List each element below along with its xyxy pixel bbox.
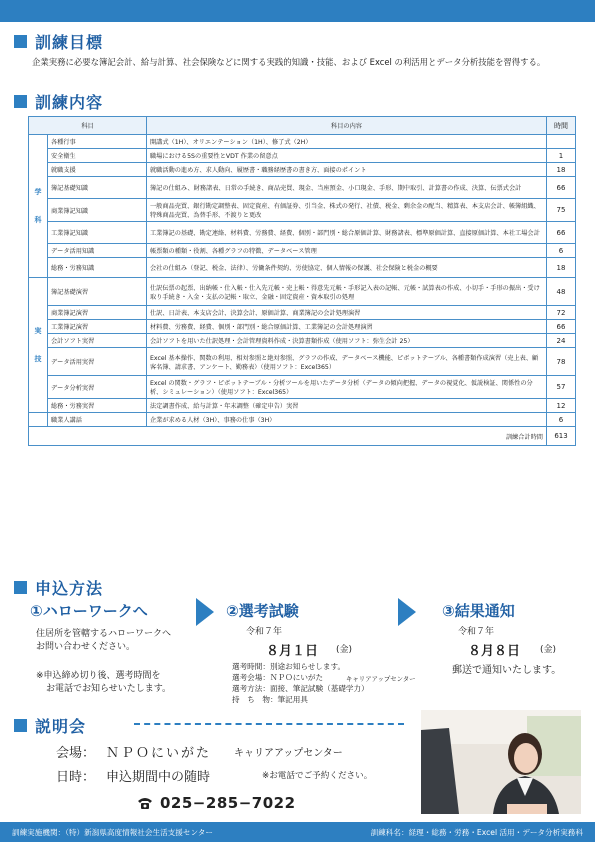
total-row <box>29 427 576 446</box>
content-cell: 職場における5Sの重要性とVDT 作業の留意点 <box>147 149 547 163</box>
table-row <box>29 244 576 258</box>
step1-note2: お電話でお知らせいたします。 <box>46 684 172 694</box>
hours-cell: 18 <box>547 163 576 177</box>
venue-sub: キャリアアップセンター <box>234 748 343 759</box>
subject-cell: 各種行事 <box>48 135 147 149</box>
group-gakka: 学 科 <box>29 135 48 278</box>
goal-text: 企業実務に必要な簿記会計、給与計算、社会保険などに関する実践的知識・技能、および Excel の利活用とデータ分析技能を習得する。 <box>32 57 546 67</box>
subject-cell: 就職支援 <box>48 163 147 177</box>
subject-cell: 簿記基礎演習 <box>48 278 147 306</box>
step2-time: 選考時間：別途お知らせします。 <box>232 662 346 671</box>
content-cell: 仕訳、日計表、本支店会計、決算会計、原価計算、商業簿記の会計処理演習 <box>147 306 547 320</box>
hours-cell: 66 <box>547 320 576 334</box>
table-row <box>29 306 576 320</box>
group-blank <box>29 413 48 427</box>
step2-items: 持 ち 物：筆記用具 <box>232 695 308 704</box>
top-bar <box>0 0 595 22</box>
header-hours: 時間 <box>547 117 576 135</box>
phone-icon <box>136 796 154 810</box>
subject-cell: データ活用知識 <box>48 244 147 258</box>
square-bullet-icon <box>14 719 27 732</box>
table-row <box>29 348 576 376</box>
square-bullet-icon <box>14 35 27 48</box>
square-bullet-icon <box>14 581 27 594</box>
step3-line: 郵送で通知いたします。 <box>452 665 562 676</box>
content-cell: 企業が求める人材（3H）、事務の仕事（3H） <box>147 413 547 427</box>
content-cell: Excel 基本操作、関数の利用、相対参照と絶対参照、グラフの作成、データベース機能、ピボットテーブル、各種書類作成演習（売上表、顧客名簿、請求書、アンケート、勤務表）（使用ソフト：Excel365） <box>147 348 547 376</box>
hours-cell: 66 <box>547 222 576 244</box>
subject-cell: 総務・労務知識 <box>48 258 147 278</box>
hours-cell: 75 <box>547 199 576 222</box>
hours-cell: 6 <box>547 244 576 258</box>
hours-cell: 18 <box>547 258 576 278</box>
subject-cell: 工業簿記演習 <box>48 320 147 334</box>
footer-bar <box>0 822 595 842</box>
phone-number[interactable]: 025−285−7022 <box>160 794 296 812</box>
step2-place2: キャリアアップセンター <box>346 675 416 683</box>
table-row <box>29 278 576 306</box>
step3-dow: (金) <box>540 645 557 655</box>
subject-cell: 商業簿記知識 <box>48 199 147 222</box>
step3-title: ③結果通知 <box>442 602 515 620</box>
table-row <box>29 149 576 163</box>
content-cell: Excel の関数・グラフ・ピボットテーブル・分析ツールを用いたデータ分析（データの傾向把握、データの視覚化、仮説検証、関係性の分析、シミュレーション）（使用ソフト：Excel365） <box>147 376 547 399</box>
hours-cell: 72 <box>547 306 576 320</box>
content-cell: 法定調書作成、給与計算・年末調整（確定申告）実習 <box>147 399 547 413</box>
section-session-heading <box>14 714 86 737</box>
hours-cell: 66 <box>547 177 576 199</box>
step1-line2: お問い合わせください。 <box>36 642 136 652</box>
dashed-divider <box>134 723 404 725</box>
table-row <box>29 199 576 222</box>
group-jitsugi: 実 技 <box>29 278 48 413</box>
footer-organization: 訓練実施機関：（特）新潟県高度情報社会生活支援センター <box>12 827 213 837</box>
phone-row <box>136 794 296 812</box>
table-row <box>29 258 576 278</box>
total-hours: 613 <box>547 427 576 446</box>
subject-cell: 総務・労務実習 <box>48 399 147 413</box>
section-title: 説明会 <box>35 717 87 736</box>
table-row <box>29 376 576 399</box>
total-label: 訓練合計時間 <box>29 427 547 446</box>
subject-cell: 簿記基礎知識 <box>48 177 147 199</box>
venue-label: 会場： <box>56 746 96 761</box>
arrow-right-icon <box>398 598 416 626</box>
date-label: 日時： <box>56 770 96 785</box>
content-cell: 仕訳伝票の起票、出納帳・仕入帳・仕入先元帳・売上帳・得意先元帳・手形記入表の記帳、元帳・試算表の作成、小切手・手形の振出・受け取り手続き・入金・支払の記帳・取立、金融・固定資産・資本取引の処理 <box>147 278 547 306</box>
table-row <box>29 399 576 413</box>
content-cell: 就職活動の進め方、求人動向、履歴書・職務経歴書の書き方、面接のポイント <box>147 163 547 177</box>
table-row <box>29 320 576 334</box>
footer-course-name: 訓練科名：経理・総務・労務・Excel 活用・データ分析実務科 <box>370 827 583 837</box>
step1-title: ①ハローワークへ <box>30 602 148 620</box>
section-title: 訓練内容 <box>35 93 104 112</box>
hours-cell: 12 <box>547 399 576 413</box>
content-cell: 開講式（1H）、オリエンテーション（1H）、修了式（2H） <box>147 135 547 149</box>
hours-cell: 48 <box>547 278 576 306</box>
step2-date: ８月１日 <box>266 644 319 659</box>
subject-cell: 商業簿記演習 <box>48 306 147 320</box>
table-row <box>29 413 576 427</box>
hours-cell: 24 <box>547 334 576 348</box>
content-cell: 工業簿記の基礎、勘定連絡、材料費、労務費、経費、個別・部門別・総合原価計算、財務諸表、標準原価計算、直接原価計算、本社工場会計 <box>147 222 547 244</box>
square-bullet-icon <box>14 95 27 108</box>
step2-place: 選考会場：ＮＰＯにいがた <box>232 673 324 682</box>
session-date: 申込期間中の随時 <box>106 770 211 785</box>
subject-cell: 安全衛生 <box>48 149 147 163</box>
content-cell: 一般商品売買、銀行勘定調整表、固定資産、有価証券、引当金、株式の発行、社債、税金、剰余金の配当、精算表、本支店会計、帳簿組織、特殊商品売買、為替手形、不渡りと更改 <box>147 199 547 222</box>
header-content: 科目の内容 <box>147 117 547 135</box>
step1-line1: 住居所を管轄するハローワークへ <box>36 629 172 639</box>
subject-cell: データ活用実習 <box>48 348 147 376</box>
subject-cell: 工業簿記知識 <box>48 222 147 244</box>
section-title: 申込方法 <box>35 579 104 598</box>
table-row <box>29 334 576 348</box>
subject-cell: 職業人講話 <box>48 413 147 427</box>
header-subject: 科目 <box>29 117 147 135</box>
arrow-right-icon <box>196 598 214 626</box>
hours-cell: 57 <box>547 376 576 399</box>
content-cell: 会社の仕組み（登記、税金、法律）、労働条件契約、労使協定、個人情報の保護、社会保険と税金の概要 <box>147 258 547 278</box>
section-goal-heading <box>14 30 103 53</box>
content-cell: 簿記の仕組み、財務諸表、日常の手続き、商品売買、現金、当座預金、小口現金、手形、期中取引、計算書の作成、決算、伝票式会計 <box>147 177 547 199</box>
content-cell: 材料費、労務費、経費、個別・部門別・総合原価計算、工業簿記の会計処理演習 <box>147 320 547 334</box>
table-row <box>29 222 576 244</box>
step2-era: 令和７年 <box>246 627 283 637</box>
hours-cell: 6 <box>547 413 576 427</box>
table-row <box>29 163 576 177</box>
hours-cell: 1 <box>547 149 576 163</box>
table-row <box>29 135 576 149</box>
hours-cell <box>547 135 576 149</box>
curriculum-table <box>28 116 576 446</box>
step2-title: ②選考試験 <box>226 602 299 620</box>
subject-cell: データ分析実習 <box>48 376 147 399</box>
content-cell: 会計ソフトを用いた仕訳処理・会計管理資料作成・決算書類作成（使用ソフト：弥生会計 25） <box>147 334 547 348</box>
hours-cell: 78 <box>547 348 576 376</box>
step3-date: ８月８日 <box>468 644 521 659</box>
session-note: ※お電話でご予約ください。 <box>262 771 373 781</box>
step1-note1: ※申込締め切り後、選考時間を <box>36 671 161 681</box>
section-title: 訓練目標 <box>35 33 104 52</box>
section-apply-heading <box>14 576 103 599</box>
step2-method: 選考方法：面接、筆記試験（基礎学力） <box>232 684 369 693</box>
subject-cell: 会計ソフト実習 <box>48 334 147 348</box>
venue: ＮＰＯにいがた <box>106 746 212 761</box>
content-cell: 帳票類の種類・役割、各種グラフの特徴、データベース管理 <box>147 244 547 258</box>
section-content-heading <box>14 90 103 113</box>
step3-era: 令和７年 <box>458 627 495 637</box>
staff-photo <box>421 710 581 814</box>
step2-dow: (金) <box>336 645 353 655</box>
table-row <box>29 177 576 199</box>
